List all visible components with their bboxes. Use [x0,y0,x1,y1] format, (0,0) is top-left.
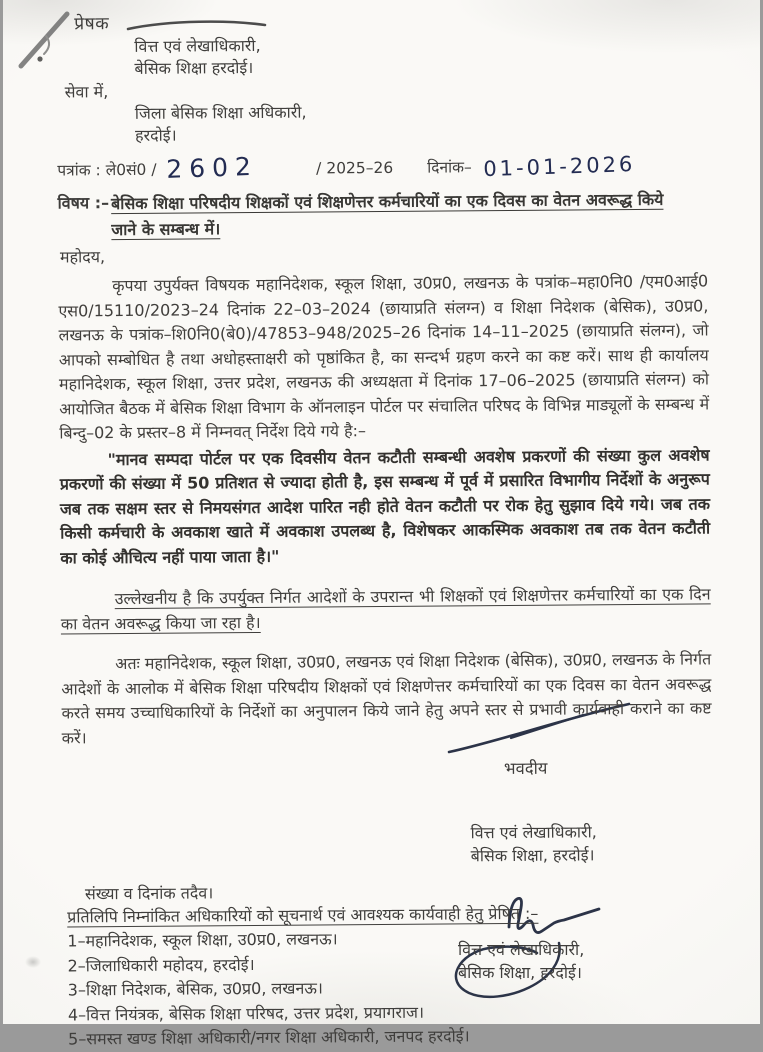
reference-number-handwritten: 2602 [166,151,259,184]
copy-ref-note: संख्या व दिनांक तदैव। [84,883,214,904]
reference-date-label: दिनांक– [427,158,472,177]
reference-line [57,151,707,182]
highlighted-note-text: उल्लेखनीय है कि उपर्युक्त निर्गत आदेशों के उपरान्त भी शिक्षकों एवं शिक्षणेत्तर कर्मचारियों का एक दिन का वेतन अवरूद्ध किया जा रहा है। [60,584,711,634]
sender-line: बेसिक शिक्षा हरदोई। [134,57,254,78]
reference-year: / 2025–26 [316,158,394,178]
recipient-line: जिला बेसिक शिक्षा अधिकारी, [134,102,307,123]
copy-item: 2–जिलाधिकारी महोदय, हरदोई। [67,954,255,975]
recipient-line: हरदोई। [134,125,177,145]
scanned-letter-page [3,0,760,1049]
footer-signatory-designation [458,938,584,984]
sender-line: वित्त एवं लेखाधिकारी, [134,35,261,56]
recipient-address [135,98,707,146]
subject-label: विषय :– [57,193,110,213]
salutation: महोदय, [59,247,106,267]
sender-label: प्रेषक [74,14,110,35]
copy-item: 3–शिक्षा निदेशक, बेसिक, उ0प्र0, लखनऊ। [67,978,323,1000]
designation-line: वित्त एवं लेखाधिकारी, [470,822,597,843]
reference-date-handwritten: 01-01-2026 [483,152,637,182]
copy-item: 1–महानिदेशक, स्कूल शिक्षा, उ0प्र0, लखनऊ। [67,929,338,951]
body-paragraph-2: अतः महानिदेशक, स्कूल शिक्षा, उ0प्र0, लखनऊ एवं शिक्षा निदेशक (बेसिक), उ0प्र0, लखनऊ के निर्गत आदेशों के आलोक में बेसिक शिक्षा परिषदीय शिक्षकों एवं शिक्षणेत्तर कर्मचारियों का एक दिवस का वेतन अवरूद्ध करते समय उच्चाधिकारियों के निर्देशों का अनुपालन किये जाने हेतु अपने स्तर से प्रभावी कार्यवाही कराने का कष्ट करें। [61,649,712,748]
copy-item: 4–वित्त नियंत्रक, बेसिक शिक्षा परिषद, उत्तर प्रदेश, प्रयागराज। [67,1002,425,1024]
highlighted-note-paragraph [61,581,711,636]
designation-line: बेसिक शिक्षा, हरदोई। [458,963,582,982]
copy-heading: प्रतिलिपि निम्नांकित अधिकारियों को सूचनार्थ एवं आवश्यक कार्यवाही हेतु प्रेषित :– [67,903,539,927]
signatory-designation [470,819,712,867]
body-paragraph-1: कृपया उपुर्यक्त विषयक महानिदेशक, स्कूल शिक्षा, उ0प्र0, लखनऊ के पत्रांक–महा0नि0 /एम0आई0 एस0/15110/2023–24 दिनांक 22–03–2024 (छायाप्रति संलग्न) व शिक्षा निदेशक (बेसिक), उ0प्र0, लखनऊ के पत्रांक–शि0नि0(बे0)/47853–948/2025–26 दिनांक 14–11–2025 (छायाप्रति संलग्न), जो आपको सम्बोधित है तथा अधोहस्ताक्षरी को पृष्ठांकित है, का सन्दर्भ ग्रहण करने का कष्ट करें। साथ ही कार्यालय महानिदेशक, स्कूल शिक्षा, उत्तर प्रदेश, लखनऊ की अध्यक्षता में दिनांक 17–06–2025 (छायाप्रति संलग्न) को आयोजित बैठक में बेसिक शिक्षा विभाग के ऑनलाइन पोर्टल पर संचालित परिषद के विभिन्न माड्यूलों के सम्बन्ध में बिन्दु–02 के प्रस्तर–8 में निम्नवत् निर्देश दिये गये है:– [58,271,710,443]
designation-line: बेसिक शिक्षा, हरदोई। [470,845,595,866]
reference-label: पत्रांक : ले0सं0 / [57,160,157,180]
subject-row [57,186,707,243]
recipient-label: सेवा में, [64,82,109,102]
subject-text: बेसिक शिक्षा परिषदीय शिक्षकों एवं शिक्षणेत्तर कर्मचारियों का एक दिवस का वेतन अवरूद्ध किये जाने के सम्बन्ध में। [111,189,664,240]
designation-line: वित्त एवं लेखाधिकारी, [458,940,585,959]
copy-item: 5–समस्त खण्ड शिक्षा अधिकारी/नगर शिक्षा अधिकारी, जनपद हरदोई। [68,1026,470,1049]
valediction: भवदीय [503,758,548,779]
quoted-directive-paragraph: "मानव सम्पदा पोर्टल पर एक दिवसीय वेतन कटौती सम्बन्धी अवशेष प्रकरणों की संख्या कुल अवशेष प्रकरणों की संख्या में 50 प्रतिशत से ज्यादा होती है, इस सम्बन्ध में पूर्व में प्रसारित विभागीय निर्देशों के अनुरूप जब तक सक्षम स्तर से निमयसंगत आदेश पारित नही होते वेतन कटौती पर रोक हेतु सुझाव दिये गये। जब तक किसी कर्मचारी के अवकाश खाते में अवकाश उपलब्ध है, विशेषकर आकस्मिक अवकाश तब तक वेतन कटौती का कोई औचित्य नहीं पाया जाता है।" [59,444,711,568]
sender-address [134,31,706,79]
